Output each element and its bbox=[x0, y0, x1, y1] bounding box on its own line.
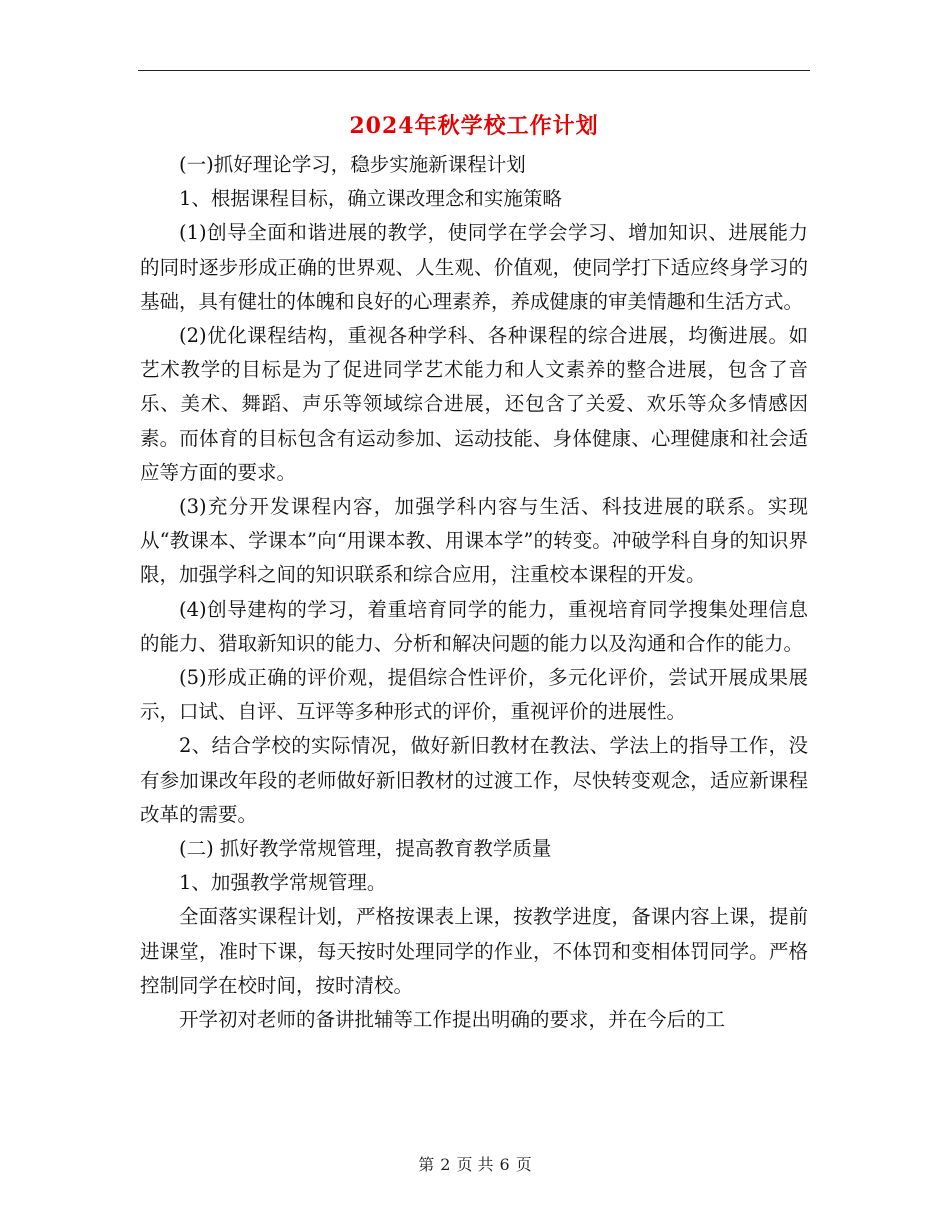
paragraph-requirements: 开学初对老师的备讲批辅等工作提出明确的要求，并在今后的工 bbox=[179, 1008, 726, 1032]
paragraph-item-3: (3)充分开发课程内容，加强学科内容与生活、科技进展的联系。实现从“教课本、学课本”向“用课本教、用课本学”的转变。冲破学科自身的知识界限，加强学科之间的知识联系和综合应用，注重校本课程的开发。 bbox=[140, 495, 808, 587]
paragraph-point-2: 2、结合学校的实际情况，做好新旧教材在教法、学法上的指导工作，没有参加课改年段的老师做好新旧教材的过渡工作，尽快转变观念，适应新课程改革的需要。 bbox=[140, 734, 808, 826]
total-pages: 6 bbox=[499, 1155, 510, 1174]
paragraph-item-4: (4)创导建构的学习，着重培育同学的能力，重视培育同学搜集处理信息的能力、猎取新知识的能力、分析和解决问题的能力以及沟通和合作的能力。 bbox=[140, 597, 808, 655]
footer-middle: 页 共 bbox=[456, 1155, 494, 1174]
footer-suffix: 页 bbox=[515, 1155, 532, 1174]
paragraph-item-5: (5)形成正确的评价观，提倡综合性评价，多元化评价，尝试开展成果展示，口试、自评、互评等多种形式的评价，重视评价的进展性。 bbox=[140, 666, 808, 724]
subsection-heading-1: 1、根据课程目标，确立课改理念和实施策略 bbox=[179, 187, 562, 211]
section-heading-1: (一)抓好理论学习，稳步实施新课程计划 bbox=[179, 153, 526, 176]
document-body bbox=[140, 148, 808, 1037]
paragraph-item-1: (1)创导全面和谐进展的教学，使同学在学会学习、增加知识、进展能力的同时逐步形成正确的世界观、人生观、价值观，使同学打下适应终身学习的基础，具有健壮的体魄和良好的心理素养，养成健康的审美情趣和生活方式。 bbox=[140, 221, 808, 313]
footer-prefix: 第 bbox=[418, 1155, 435, 1174]
document-title: 2024年秋学校工作计划 bbox=[349, 113, 599, 139]
page-number: 2 bbox=[440, 1155, 451, 1174]
paragraph-routine: 全面落实课程计划，严格按课表上课，按教学进度，备课内容上课，提前进课堂，准时下课，每天按时处理同学的作业，不体罚和变相体罚同学。严格控制同学在校时间，按时清校。 bbox=[140, 905, 808, 997]
section-heading-2: (二) 抓好教学常规管理，提高教育教学质量 bbox=[179, 837, 552, 861]
page-footer bbox=[0, 1154, 950, 1176]
header-rule bbox=[138, 70, 810, 71]
subsection-heading-2: 1、加强教学常规管理。 bbox=[179, 871, 387, 895]
paragraph-item-2: (2)优化课程结构，重视各种学科、各种课程的综合进展，均衡进展。如艺术教学的目标是为了促进同学艺术能力和人文素养的整合进展，包含了音乐、美术、舞蹈、声乐等领域综合进展，还包含了关爱、欢乐等众多情感因素。而体育的目标包含有运动参加、运动技能、身体健康、心理健康和社会适应等方面的要求。 bbox=[140, 324, 808, 484]
